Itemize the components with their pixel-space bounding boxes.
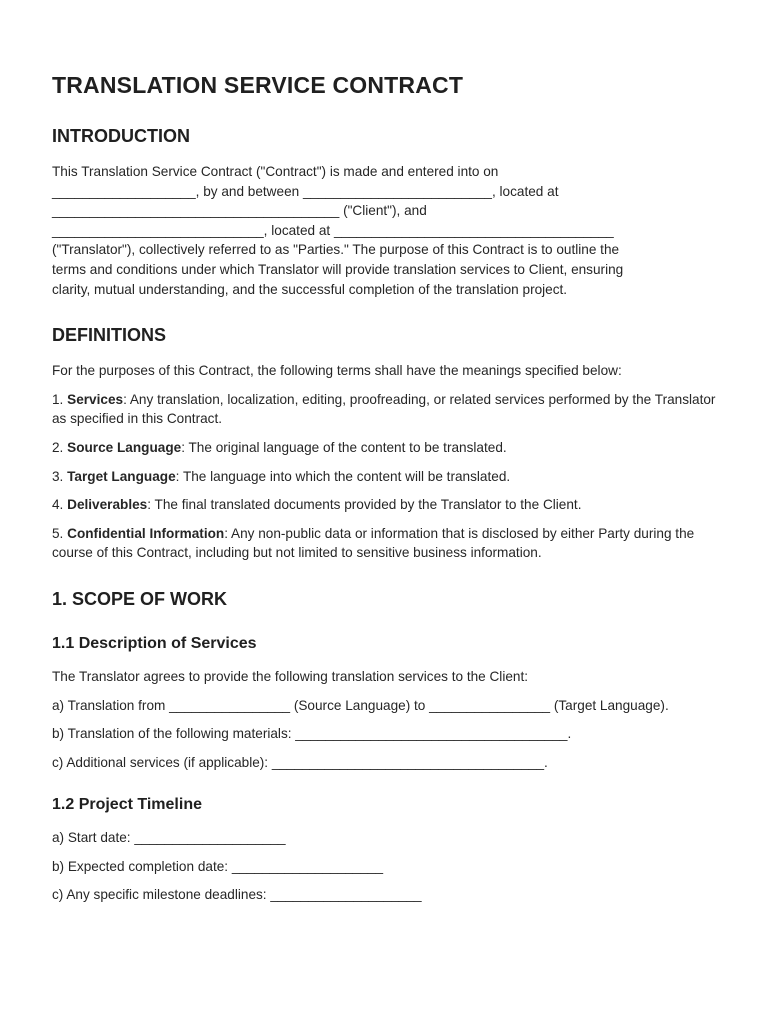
introduction-line: clarity, mutual understanding, and the successful completion of the translation project. (52, 281, 568, 297)
service-item-materials: b) Translation of the following materials: ____________________________________. (52, 726, 572, 742)
introduction-line: ______________________________________ ("Client"), and (52, 203, 427, 219)
timeline-milestone-deadlines: c) Any specific milestone deadlines: ____________________ (52, 887, 422, 903)
definition-term: Services (67, 391, 124, 407)
definition-term: Target Language (67, 468, 176, 484)
scope-of-work-heading: 1. SCOPE OF WORK (52, 588, 228, 609)
definition-item-confidential-information (52, 524, 720, 563)
introduction-line: ____________________________, located at _____________________________________ (52, 222, 614, 238)
definition-text: : The final translated documents provided by the Translator to the Client. (147, 497, 582, 513)
timeline-start-date: a) Start date: ____________________ (52, 830, 286, 846)
definition-item-services (52, 390, 720, 429)
definition-number: 5. (52, 525, 68, 541)
definition-text: : Any non-public data or information that is disclosed by either Party during the course of this Contract, including but not limited to sensitive business information. (52, 525, 695, 561)
definitions-intro: For the purposes of this Contract, the following terms shall have the meanings specified below: (52, 363, 622, 379)
introduction-line: terms and conditions under which Translator will provide translation services to Client, ensuring (52, 261, 624, 277)
introduction-line: ___________________, by and between _________________________, located at (52, 183, 559, 199)
service-item-additional: c) Additional services (if applicable): ____________________________________. (52, 754, 548, 770)
services-intro: The Translator agrees to provide the following translation services to the Client: (52, 668, 529, 684)
definition-item-source-language (52, 438, 720, 458)
definition-number: 4. (52, 497, 68, 513)
introduction-heading: INTRODUCTION (52, 126, 190, 146)
project-timeline-heading: 1.2 Project Timeline (52, 796, 202, 814)
definition-term: Confidential Information (67, 525, 225, 541)
introduction-line: This Translation Service Contract ("Contract") is made and entered into on (52, 164, 499, 179)
description-of-services-heading: 1.1 Description of Services (52, 634, 257, 652)
document-content (52, 70, 720, 905)
definition-text: : The original language of the content to be translated. (181, 439, 507, 455)
definition-term: Deliverables (67, 497, 148, 513)
document-title: TRANSLATION SERVICE CONTRACT (52, 72, 464, 98)
definition-number: 1. (52, 391, 68, 407)
introduction-paragraph (52, 162, 720, 299)
definition-item-deliverables (52, 495, 720, 515)
service-item-translation-languages: a) Translation from ________________ (Source Language) to ________________ (Target Language). (52, 697, 669, 713)
timeline-completion-date: b) Expected completion date: ____________________ (52, 858, 384, 874)
definition-text: : Any translation, localization, editing, proofreading, or related services performed by the Translator as specified in this Contract. (52, 391, 716, 427)
definition-text: : The language into which the content will be translated. (175, 468, 511, 484)
definition-term: Source Language (67, 439, 182, 455)
definition-number: 3. (52, 468, 68, 484)
introduction-line: ("Translator"), collectively referred to as "Parties." The purpose of this Contract is to outline the (52, 242, 620, 258)
definition-item-target-language (52, 467, 720, 487)
definition-number: 2. (52, 439, 68, 455)
definitions-heading: DEFINITIONS (52, 325, 167, 346)
